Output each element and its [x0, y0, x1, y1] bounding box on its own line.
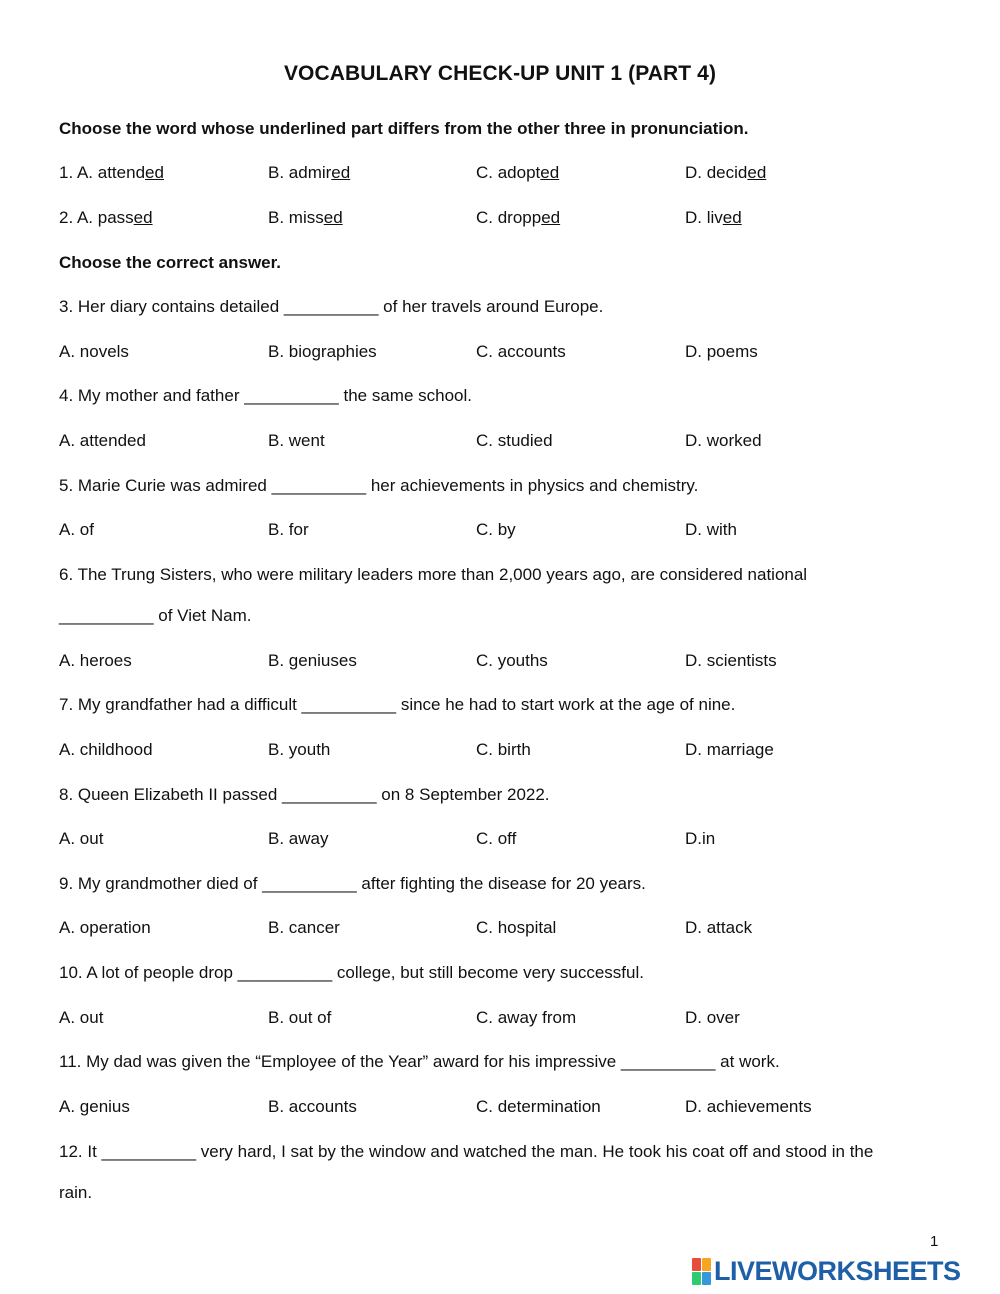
q2-number: 2.	[59, 208, 77, 227]
q8-option-b[interactable]: B. away	[268, 829, 329, 848]
q2-b-text: B. miss	[268, 208, 324, 227]
q5-option-d[interactable]: D. with	[685, 520, 737, 539]
q10-option-c[interactable]: C. away from	[476, 1008, 577, 1027]
question-3-options	[59, 342, 939, 364]
question-12-stem-line-2: rain.	[59, 1183, 93, 1202]
question-8-stem: 8. Queen Elizabeth II passed __________ on 8 September 2022.	[59, 785, 550, 804]
q1-option-c[interactable]	[476, 163, 559, 183]
q11-option-d[interactable]: D. achievements	[685, 1097, 812, 1116]
question-12-stem-line-1: 12. It __________ very hard, I sat by the window and watched the man. He took his coat off and stood in the	[59, 1142, 874, 1161]
question-9-stem: 9. My grandmother died of __________ after fighting the disease for 20 years.	[59, 874, 646, 893]
question-6-options	[59, 651, 939, 673]
q8-option-d[interactable]: D.in	[685, 829, 716, 848]
q1-b-text: B. admir	[268, 163, 332, 182]
q2-option-a[interactable]	[59, 208, 153, 228]
logo-badge-square	[702, 1258, 711, 1271]
question-2	[59, 208, 939, 230]
q7-option-d[interactable]: D. marriage	[685, 740, 774, 759]
q2-option-c[interactable]	[476, 208, 560, 228]
q1-option-d[interactable]	[685, 163, 766, 183]
question-1	[59, 163, 939, 185]
q1-d-underlined: ed	[747, 163, 767, 182]
question-5-stem: 5. Marie Curie was admired __________ her achievements in physics and chemistry.	[59, 476, 699, 495]
q2-a-underlined: ed	[133, 208, 153, 227]
q2-d-underlined: ed	[722, 208, 742, 227]
q4-option-c[interactable]: C. studied	[476, 431, 553, 450]
q1-b-underlined: ed	[331, 163, 351, 182]
q6-option-a[interactable]: A. heroes	[59, 651, 132, 670]
q7-option-b[interactable]: B. youth	[268, 740, 331, 759]
q3-option-b[interactable]: B. biographies	[268, 342, 377, 361]
liveworksheets-logo	[692, 1257, 961, 1285]
q4-option-d[interactable]: D. worked	[685, 431, 762, 450]
q3-option-c[interactable]: C. accounts	[476, 342, 566, 361]
q3-option-a[interactable]: A. novels	[59, 342, 129, 361]
q1-option-a[interactable]	[59, 163, 164, 183]
q9-option-a[interactable]: A. operation	[59, 918, 151, 937]
q10-option-b[interactable]: B. out of	[268, 1008, 332, 1027]
q2-d-text: D. liv	[685, 208, 723, 227]
q2-b-underlined: ed	[323, 208, 343, 227]
q11-option-a[interactable]: A. genius	[59, 1097, 130, 1116]
q3-option-d[interactable]: D. poems	[685, 342, 758, 361]
question-8-options	[59, 829, 939, 851]
section-2-instruction: Choose the correct answer.	[59, 253, 282, 272]
question-5-options	[59, 520, 939, 542]
q9-option-c[interactable]: C. hospital	[476, 918, 557, 937]
question-11-options	[59, 1097, 939, 1119]
logo-badge-square	[702, 1272, 711, 1285]
q7-option-c[interactable]: C. birth	[476, 740, 531, 759]
question-9-options	[59, 918, 939, 940]
q7-option-a[interactable]: A. childhood	[59, 740, 153, 759]
logo-badge-icon	[692, 1258, 711, 1285]
logo-text: LIVEWORKSHEETS	[714, 1255, 961, 1286]
q1-d-text: D. decid	[685, 163, 748, 182]
q2-option-b[interactable]	[268, 208, 343, 228]
q1-option-b[interactable]	[268, 163, 350, 183]
logo-badge-square	[692, 1272, 701, 1285]
q1-a-underlined: ed	[145, 163, 164, 182]
question-10-options	[59, 1008, 939, 1030]
q11-option-b[interactable]: B. accounts	[268, 1097, 357, 1116]
q2-c-underlined: ed	[541, 208, 561, 227]
q2-a-text: A. pass	[76, 208, 134, 227]
q1-a-text: A. attend	[76, 163, 146, 182]
q5-option-a[interactable]: A. of	[59, 520, 94, 539]
question-3-stem: 3. Her diary contains detailed __________ of her travels around Europe.	[59, 297, 604, 316]
question-4-stem: 4. My mother and father __________ the same school.	[59, 386, 472, 405]
q8-option-a[interactable]: A. out	[59, 829, 104, 848]
q2-c-text: C. dropp	[476, 208, 542, 227]
q4-option-a[interactable]: A. attended	[59, 431, 146, 450]
q8-option-c[interactable]: C. off	[476, 829, 517, 848]
q5-option-b[interactable]: B. for	[268, 520, 309, 539]
q6-option-b[interactable]: B. geniuses	[268, 651, 357, 670]
q1-c-text: C. adopt	[476, 163, 541, 182]
q4-option-b[interactable]: B. went	[268, 431, 325, 450]
question-7-stem: 7. My grandfather had a difficult __________ since he had to start work at the age of nine.	[59, 695, 736, 714]
q1-c-underlined: ed	[540, 163, 560, 182]
question-10-stem: 10. A lot of people drop __________ college, but still become very successful.	[59, 963, 644, 982]
q10-option-d[interactable]: D. over	[685, 1008, 740, 1027]
question-11-stem: 11. My dad was given the “Employee of the Year” award for his impressive __________ at work.	[59, 1052, 780, 1071]
question-6-stem-line-1: 6. The Trung Sisters, who were military leaders more than 2,000 years ago, are considered national	[59, 565, 808, 584]
logo-badge-square	[692, 1258, 701, 1271]
q10-option-a[interactable]: A. out	[59, 1008, 104, 1027]
question-6-stem-line-2: __________ of Viet Nam.	[59, 606, 252, 625]
section-1-instruction: Choose the word whose underlined part differs from the other three in pronunciation.	[59, 119, 749, 138]
question-7-options	[59, 740, 939, 762]
q6-option-c[interactable]: C. youths	[476, 651, 548, 670]
q6-option-d[interactable]: D. scientists	[685, 651, 777, 670]
page-number: 1	[930, 1233, 939, 1250]
worksheet-title: VOCABULARY CHECK-UP UNIT 1 (PART 4)	[283, 62, 717, 85]
q9-option-b[interactable]: B. cancer	[268, 918, 340, 937]
question-4-options	[59, 431, 939, 453]
q9-option-d[interactable]: D. attack	[685, 918, 753, 937]
q1-number: 1.	[59, 163, 77, 182]
q11-option-c[interactable]: C. determination	[476, 1097, 601, 1116]
q2-option-d[interactable]	[685, 208, 742, 228]
q5-option-c[interactable]: C. by	[476, 520, 516, 539]
